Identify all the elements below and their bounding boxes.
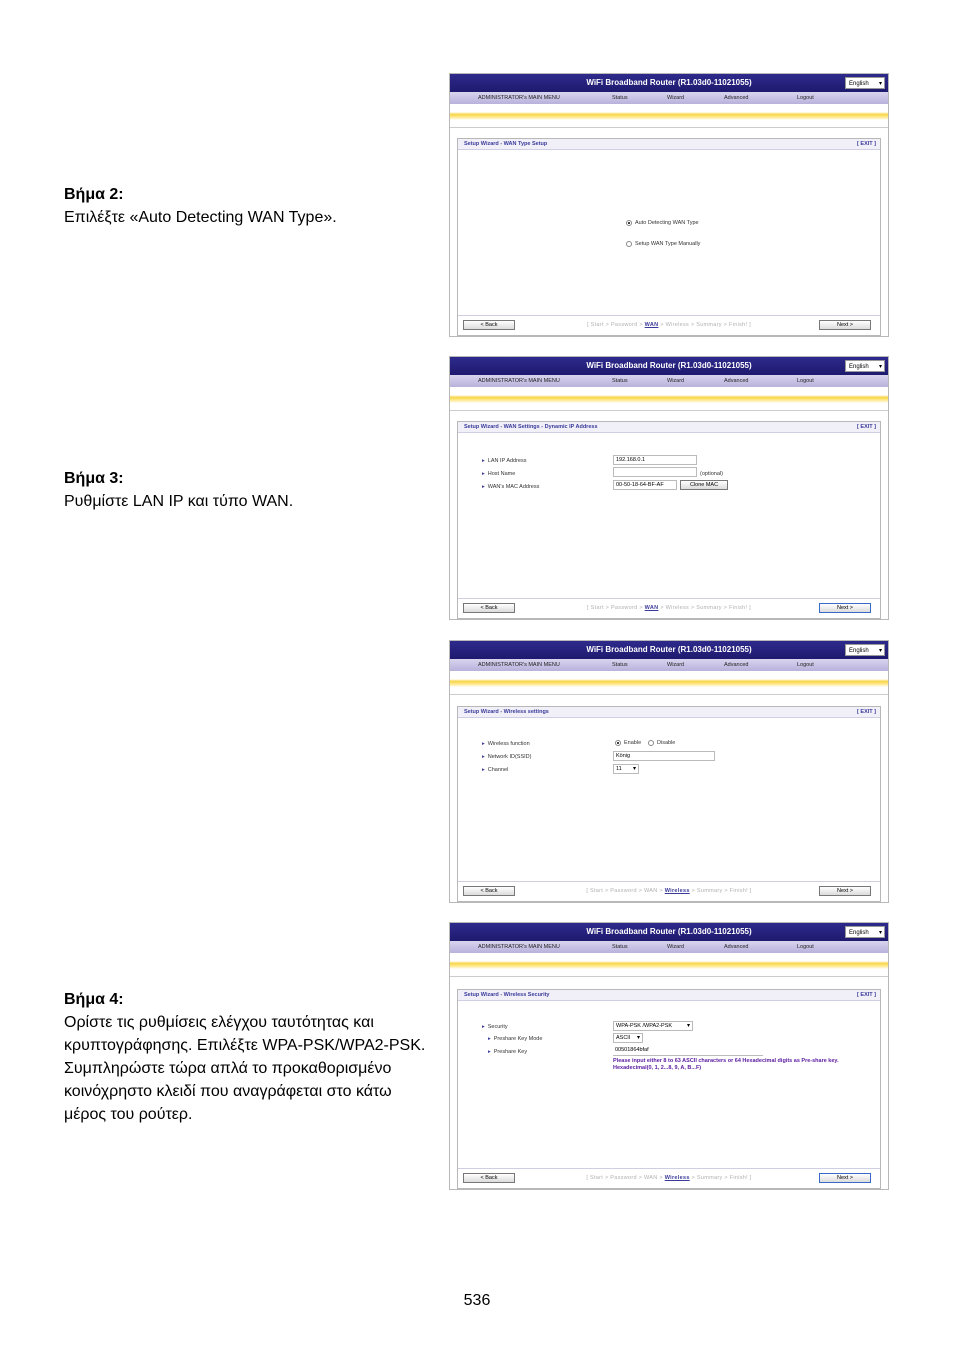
step-4-text <box>64 988 438 1126</box>
menu-wizard[interactable]: Wizard <box>667 378 685 384</box>
menu-admin[interactable]: ADMINISTRATOR's MAIN MENU <box>478 662 560 668</box>
mac-label: ▸ WAN's MAC Address <box>482 484 540 490</box>
preshare-key-input[interactable]: 00501864bfaf <box>613 1046 763 1056</box>
router-menu-bar <box>450 941 888 953</box>
router-title: WiFi Broadband Router (R1.03d0-11021055) <box>586 645 752 654</box>
gold-banner <box>450 104 888 128</box>
exit-link[interactable]: [ EXIT ] <box>857 424 876 430</box>
next-button[interactable]: Next > <box>819 603 871 613</box>
menu-logout[interactable]: Logout <box>797 944 814 950</box>
gold-banner <box>450 387 888 411</box>
back-button[interactable]: < Back <box>463 603 515 613</box>
crumb-wireless[interactable]: Wireless <box>664 888 690 894</box>
router-title: WiFi Broadband Router (R1.03d0-11021055) <box>586 361 752 370</box>
crumb-post: > Wireless > Summary > Finish! ] <box>658 605 751 611</box>
menu-wizard[interactable]: Wizard <box>667 662 685 668</box>
menu-advanced[interactable]: Advanced <box>724 662 749 668</box>
host-name-note: (optional) <box>700 471 723 477</box>
key-mode-select[interactable]: ASCII ▾ <box>613 1033 643 1043</box>
crumb-post: > Summary > Finish! ] <box>689 888 752 894</box>
router-title-bar <box>450 923 888 941</box>
radio-icon <box>648 740 654 746</box>
next-button[interactable]: Next > <box>819 320 871 330</box>
menu-admin[interactable]: ADMINISTRATOR's MAIN MENU <box>478 95 560 101</box>
crumb-pre: [ Start > Password > <box>587 322 645 328</box>
wireless-function-label: ▸ Wireless function <box>482 741 530 747</box>
step-3-body: Ρυθμίστε LAN IP και τύπο WAN. <box>64 493 294 510</box>
menu-status[interactable]: Status <box>612 944 628 950</box>
wizard-breadcrumb <box>458 1175 880 1181</box>
wizard-heading-text: Setup Wizard - Wireless settings <box>464 709 549 715</box>
wizard-heading-text: Setup Wizard - WAN Type Setup <box>464 141 548 147</box>
channel-label: ▸ Channel <box>482 767 509 773</box>
security-select[interactable]: WPA-PSK /WPA2-PSK ▾ <box>613 1021 693 1031</box>
radio-icon <box>626 241 632 247</box>
auto-detect-label: Auto Detecting WAN Type <box>635 220 699 226</box>
ssid-input[interactable]: König <box>613 751 715 761</box>
next-button[interactable]: Next > <box>819 1173 871 1183</box>
wizard-panel <box>457 989 881 1189</box>
preshare-key-label: ▸ Preshare Key <box>488 1049 528 1055</box>
lan-ip-input[interactable]: 192.168.0.1 <box>613 455 697 465</box>
wireless-disable-option[interactable]: Disable <box>648 739 675 747</box>
router-screenshot-wan-settings <box>449 356 889 620</box>
step-4-title: Βήμα 4: <box>64 991 124 1008</box>
wizard-heading-text: Setup Wizard - Wireless Security <box>464 992 550 998</box>
radio-checked-icon <box>626 220 632 226</box>
router-menu-bar <box>450 659 888 671</box>
step-2-title: Βήμα 2: <box>64 186 124 203</box>
router-title-bar <box>450 74 888 92</box>
exit-link[interactable]: [ EXIT ] <box>857 709 876 715</box>
wireless-enable-option[interactable]: Enable <box>615 739 641 747</box>
wizard-footer <box>458 1168 880 1188</box>
gold-banner <box>450 671 888 695</box>
language-select[interactable]: English ▾ <box>845 360 885 372</box>
menu-admin[interactable]: ADMINISTRATOR's MAIN MENU <box>478 944 560 950</box>
router-title: WiFi Broadband Router (R1.03d0-11021055) <box>586 78 752 87</box>
step-3-text <box>64 467 444 513</box>
menu-advanced[interactable]: Advanced <box>724 378 749 384</box>
radio-checked-icon <box>615 740 621 746</box>
wizard-footer <box>458 315 880 335</box>
crumb-wan[interactable]: WAN <box>644 322 659 328</box>
wizard-breadcrumb <box>458 322 880 328</box>
mac-input[interactable]: 00-50-18-64-BF-AF <box>613 480 677 490</box>
wizard-footer <box>458 881 880 901</box>
manual-option[interactable] <box>626 240 700 248</box>
next-button[interactable]: Next > <box>819 886 871 896</box>
key-mode-label: ▸ Preshare Key Mode <box>488 1036 543 1042</box>
menu-advanced[interactable]: Advanced <box>724 944 749 950</box>
wizard-panel <box>457 706 881 902</box>
host-name-label: ▸ Host Name <box>482 471 516 477</box>
wizard-breadcrumb <box>458 888 880 894</box>
page-number: 536 <box>463 1292 491 1309</box>
router-screenshot-wireless <box>449 640 889 903</box>
language-select[interactable]: English ▾ <box>845 644 885 656</box>
router-menu-bar <box>450 92 888 104</box>
wizard-breadcrumb <box>458 605 880 611</box>
router-title-bar <box>450 641 888 659</box>
wizard-panel <box>457 138 881 336</box>
auto-detect-option[interactable] <box>626 219 699 227</box>
step-2-body: Επιλέξτε «Auto Detecting WAN Type». <box>64 209 337 226</box>
menu-wizard[interactable]: Wizard <box>667 95 685 101</box>
menu-logout[interactable]: Logout <box>797 662 814 668</box>
crumb-post: > Summary > Finish! ] <box>689 1175 752 1181</box>
crumb-wan[interactable]: WAN <box>644 605 659 611</box>
wizard-heading <box>458 422 880 433</box>
back-button[interactable]: < Back <box>463 320 515 330</box>
wizard-panel <box>457 421 881 619</box>
crumb-pre: [ Start > Password > WAN > <box>586 1175 665 1181</box>
preshare-key-hint: Please input either 8 to 63 ASCII characters or 64 Hexadecimal digits as Pre-share key. Hexadecimal(0, 1, 2...8, 9, A, B...F) <box>613 1058 839 1071</box>
router-title-bar <box>450 357 888 375</box>
gold-banner <box>450 953 888 977</box>
menu-status[interactable]: Status <box>612 95 628 101</box>
crumb-wireless[interactable]: Wireless <box>664 1175 690 1181</box>
crumb-pre: [ Start > Password > WAN > <box>586 888 665 894</box>
menu-status[interactable]: Status <box>612 662 628 668</box>
menu-advanced[interactable]: Advanced <box>724 95 749 101</box>
router-menu-bar <box>450 375 888 387</box>
wizard-heading <box>458 139 880 150</box>
menu-admin[interactable]: ADMINISTRATOR's MAIN MENU <box>478 378 560 384</box>
ssid-label: ▸ Network ID(SSID) <box>482 754 532 760</box>
router-screenshot-security <box>449 922 889 1190</box>
wizard-footer <box>458 598 880 618</box>
menu-logout[interactable]: Logout <box>797 378 814 384</box>
router-screenshot-wan-type <box>449 73 889 337</box>
back-button[interactable]: < Back <box>463 886 515 896</box>
step-3-title: Βήμα 3: <box>64 470 124 487</box>
clone-mac-button[interactable]: Clone MAC <box>680 480 728 490</box>
back-button[interactable]: < Back <box>463 1173 515 1183</box>
manual-label: Setup WAN Type Manually <box>635 241 701 247</box>
wizard-heading <box>458 990 880 1001</box>
crumb-pre: [ Start > Password > <box>587 605 645 611</box>
menu-status[interactable]: Status <box>612 378 628 384</box>
menu-logout[interactable]: Logout <box>797 95 814 101</box>
crumb-post: > Wireless > Summary > Finish! ] <box>658 322 751 328</box>
step-4-body: Ορίστε τις ρυθμίσεις ελέγχου ταυτότητας και κρυπτογράφησης. Επιλέξτε WPA-PSK/WPA2-PSK. Συμπληρώστε τώρα απλά το προκαθορισμένο κοινόχρηστο κλειδί που αναγράφεται στο κάτω μέρος του ρούτερ. <box>64 1014 426 1123</box>
channel-select[interactable]: 11 ▾ <box>613 764 639 774</box>
menu-wizard[interactable]: Wizard <box>667 944 685 950</box>
wizard-heading <box>458 707 880 718</box>
language-select[interactable]: English ▾ <box>845 926 885 938</box>
exit-link[interactable]: [ EXIT ] <box>857 992 876 998</box>
language-select[interactable]: English ▾ <box>845 77 885 89</box>
exit-link[interactable]: [ EXIT ] <box>857 141 876 147</box>
lan-ip-label: ▸ LAN IP Address <box>482 458 527 464</box>
wizard-heading-text: Setup Wizard - WAN Settings - Dynamic IP Address <box>464 424 598 430</box>
router-title: WiFi Broadband Router (R1.03d0-11021055) <box>586 927 752 936</box>
security-label: ▸ Security <box>482 1024 508 1030</box>
host-name-input[interactable] <box>613 467 697 477</box>
step-2-text <box>64 183 444 229</box>
